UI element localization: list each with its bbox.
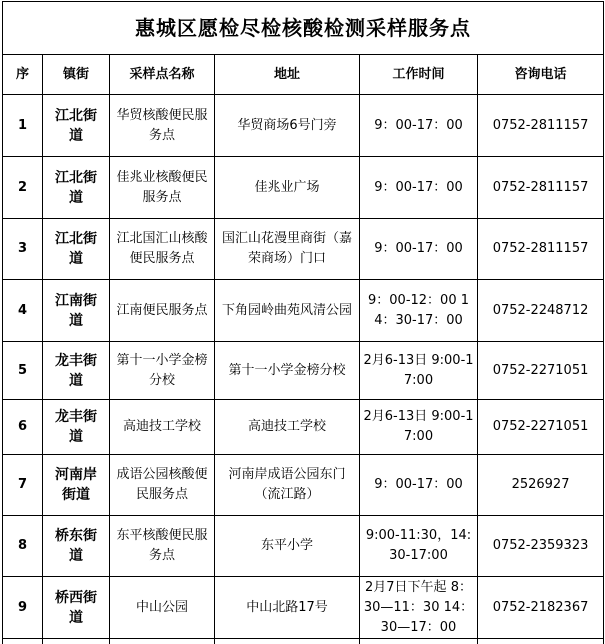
row-address <box>215 639 360 644</box>
row-address: 中山北路17号 <box>215 577 360 639</box>
row-hours: 2月6-13日 9:00-17:00 <box>360 400 478 455</box>
row-index: 3 <box>3 219 43 280</box>
row-street: 江北街道 <box>43 157 110 219</box>
row-hours <box>360 639 478 644</box>
table-row <box>3 400 604 455</box>
table-row <box>3 219 604 280</box>
header-site-name: 采样点名称 <box>110 55 215 95</box>
row-site-name: 中山公园 <box>110 577 215 639</box>
table-title: 惠城区愿检尽检核酸检测采样服务点 <box>3 2 604 55</box>
row-index: 8 <box>3 516 43 577</box>
row-street: 桥东街道 <box>43 516 110 577</box>
row-phone: 0752-2248712 <box>478 280 604 342</box>
row-index <box>3 639 43 644</box>
row-site-name: 成语公园核酸便民服务点 <box>110 455 215 516</box>
row-index: 4 <box>3 280 43 342</box>
table-row <box>3 95 604 157</box>
row-street: 桥西街道 <box>43 577 110 639</box>
table-row <box>3 342 604 400</box>
row-phone: 0752-2811157 <box>478 219 604 280</box>
row-hours: 9：00-17：00 <box>360 455 478 516</box>
row-phone: 0752-2182367 <box>478 577 604 639</box>
row-hours: 9：00-17：00 <box>360 95 478 157</box>
header-index: 序 <box>3 55 43 95</box>
row-address: 下角园岭曲苑风清公园 <box>215 280 360 342</box>
row-index: 5 <box>3 342 43 400</box>
row-hours: 9：00-12：00 14：30-17：00 <box>360 280 478 342</box>
row-address: 华贸商场6号门旁 <box>215 95 360 157</box>
table-row <box>3 455 604 516</box>
row-hours: 9：00-17：00 <box>360 219 478 280</box>
row-address: 佳兆业广场 <box>215 157 360 219</box>
row-phone: 0752-2359323 <box>478 516 604 577</box>
table-row <box>3 577 604 639</box>
header-street: 镇街 <box>43 55 110 95</box>
row-street: 河南岸街道 <box>43 455 110 516</box>
row-street: 江北街道 <box>43 95 110 157</box>
row-hours: 9:00-11:30，14:30-17:00 <box>360 516 478 577</box>
row-phone: 0752-2271051 <box>478 400 604 455</box>
row-phone <box>478 639 604 644</box>
table-row <box>3 157 604 219</box>
row-hours: 9：00-17：00 <box>360 157 478 219</box>
row-site-name: 江南便民服务点 <box>110 280 215 342</box>
sampling-sites-table <box>2 1 604 644</box>
title-row <box>3 2 604 55</box>
row-address: 国汇山花漫里商街（嘉荣商场）门口 <box>215 219 360 280</box>
row-street <box>43 639 110 644</box>
row-site-name: 高迪技工学校 <box>110 400 215 455</box>
row-phone: 0752-2811157 <box>478 95 604 157</box>
row-index: 6 <box>3 400 43 455</box>
row-address: 高迪技工学校 <box>215 400 360 455</box>
table-row <box>3 516 604 577</box>
row-hours: 2月6-13日 9:00-17:00 <box>360 342 478 400</box>
header-phone: 咨询电话 <box>478 55 604 95</box>
header-row <box>3 55 604 95</box>
row-street: 江北街道 <box>43 219 110 280</box>
row-site-name: 第十一小学金榜分校 <box>110 342 215 400</box>
row-street: 龙丰街道 <box>43 400 110 455</box>
row-index: 2 <box>3 157 43 219</box>
row-site-name: 佳兆业核酸便民服务点 <box>110 157 215 219</box>
row-hours: 2月7日下午起 8：30—11：30 14：30—17：00 <box>360 577 478 639</box>
header-hours: 工作时间 <box>360 55 478 95</box>
row-address: 东平小学 <box>215 516 360 577</box>
table-row-partial <box>3 639 604 644</box>
row-index: 7 <box>3 455 43 516</box>
row-street: 龙丰街道 <box>43 342 110 400</box>
row-index: 9 <box>3 577 43 639</box>
header-address: 地址 <box>215 55 360 95</box>
row-site-name <box>110 639 215 644</box>
table-row <box>3 280 604 342</box>
row-phone: 0752-2271051 <box>478 342 604 400</box>
row-site-name: 江北国汇山核酸便民服务点 <box>110 219 215 280</box>
row-site-name: 东平核酸便民服务点 <box>110 516 215 577</box>
row-street: 江南街道 <box>43 280 110 342</box>
row-phone: 0752-2811157 <box>478 157 604 219</box>
row-index: 1 <box>3 95 43 157</box>
row-phone: 2526927 <box>478 455 604 516</box>
row-address: 河南岸成语公园东门（流江路） <box>215 455 360 516</box>
row-address: 第十一小学金榜分校 <box>215 342 360 400</box>
row-site-name: 华贸核酸便民服务点 <box>110 95 215 157</box>
